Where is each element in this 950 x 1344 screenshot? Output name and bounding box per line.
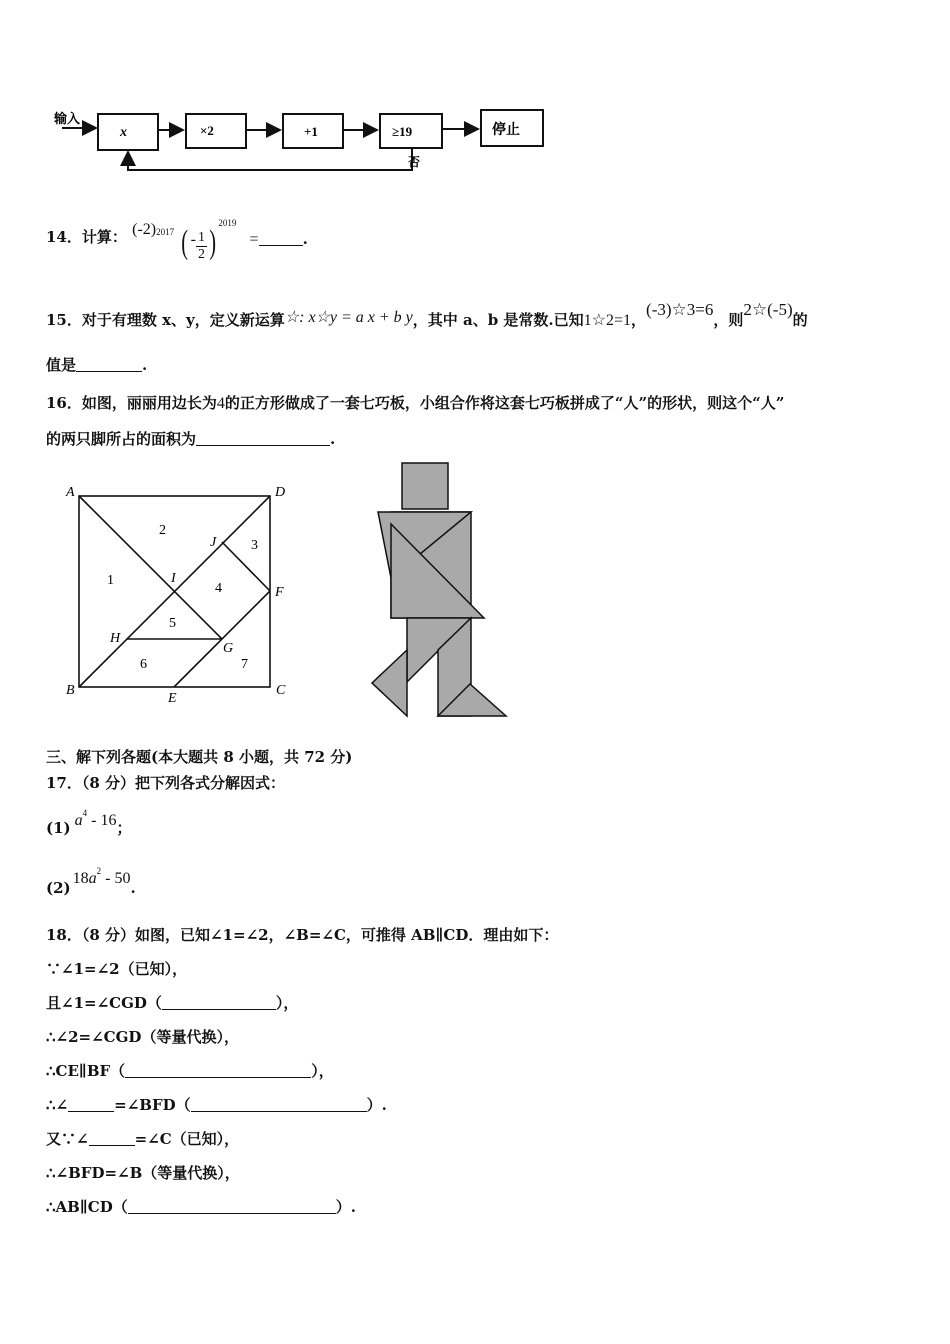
q18-line8	[46, 1196, 356, 1217]
piece-3: 3	[251, 538, 258, 553]
q15-tail: 的	[792, 311, 808, 329]
q18-line7: ∴∠BFD=∠B（等量代换），	[46, 1164, 240, 1182]
q16-end: .	[330, 430, 336, 448]
flow-box-times2-label: ×2	[200, 123, 214, 138]
q16-answer-blank[interactable]	[196, 431, 330, 446]
label-E: E	[168, 691, 177, 706]
q18-l4b: ），	[311, 1062, 334, 1080]
q15-line2: 值是	[46, 356, 77, 374]
q18-l5c: ）.	[366, 1096, 387, 1114]
q14-left-paren: (	[181, 224, 189, 261]
q15-comma: ，	[631, 311, 647, 329]
label-D: D	[275, 485, 286, 500]
flow-box-x	[98, 114, 158, 150]
q16-side: 4	[216, 395, 225, 412]
flow-box-plus1-label: +1	[304, 124, 318, 139]
q14-base: (-2)	[132, 221, 157, 238]
q18-line2	[46, 992, 298, 1013]
piece-5: 5	[169, 616, 176, 631]
question-15-line1	[46, 300, 808, 330]
flow-box-x-label: x	[120, 125, 127, 140]
q18-l5a: ∴∠	[46, 1096, 69, 1114]
q18-l8b: ）.	[335, 1198, 356, 1216]
q15-cond1: 1☆2=1	[583, 312, 632, 329]
q14-fraction: $\frac{1}{2}$	[197, 230, 205, 262]
label-I: I	[171, 571, 176, 586]
q14-answer-blank[interactable]	[259, 231, 303, 246]
q18-blank-4[interactable]	[191, 1097, 367, 1112]
label-F: F	[275, 585, 284, 600]
q17-p2-base: a	[88, 870, 97, 887]
q18-line6	[46, 1128, 239, 1149]
label-B: B	[66, 683, 75, 698]
q18-blank-2[interactable]	[125, 1063, 311, 1078]
q18-line1: ∵∠1=∠2（已知），	[46, 960, 188, 978]
q14-exp2: 2019	[218, 218, 237, 228]
piece-2: 2	[159, 523, 166, 538]
q15-cond2: (-3)☆3=6	[646, 300, 714, 319]
q15-cond3: 2☆(-5)	[743, 300, 793, 319]
q18-blank-3[interactable]	[68, 1097, 114, 1112]
flow-box-ge19-label: ≥19	[392, 124, 413, 139]
q14-right-paren: )	[209, 224, 217, 261]
q18-l4a: ∴CE∥BF（	[46, 1062, 126, 1080]
q18-l5b: =∠BFD（	[114, 1096, 191, 1114]
q17-p1-end: ；	[116, 819, 132, 837]
piece-4: 4	[215, 581, 222, 596]
piece-7: 7	[241, 657, 248, 672]
q17-p2-end: .	[130, 879, 136, 897]
question-17-part1	[46, 808, 131, 838]
q17-p1-rest: - 16	[87, 812, 117, 829]
tangram-person-figure	[366, 458, 516, 722]
q14-neg: -	[190, 231, 196, 248]
flow-no-label: 否	[408, 155, 421, 169]
q14-exp1: 2017	[156, 227, 175, 237]
q15-then: ，则	[713, 311, 744, 329]
piece-1: 1	[107, 573, 114, 588]
q17-p1-exp: 4	[82, 808, 88, 818]
q18-line3: ∴∠2=∠CGD（等量代换），	[46, 1028, 239, 1046]
q18-line5	[46, 1094, 387, 1115]
q18-l6a: 又∵∠	[46, 1130, 89, 1148]
q15-definition: ☆: x☆y = a x + b y	[284, 309, 413, 326]
q18-blank-1[interactable]	[162, 995, 276, 1010]
q17-p2-coef: 18	[72, 870, 89, 887]
question-14	[46, 218, 308, 263]
q17-p2-label: (2)	[46, 879, 71, 897]
q18-l6b: =∠C（已知），	[134, 1130, 240, 1148]
label-G: G	[223, 641, 234, 656]
q18-line4	[46, 1060, 334, 1081]
q15-end: .	[142, 356, 148, 374]
person-head	[402, 463, 448, 509]
section-3-title: 三、解下列各题(本大题共 8 小题，共 72 分)	[46, 748, 353, 766]
flow-input-label: 输入	[54, 111, 81, 126]
person-foot-left	[372, 650, 407, 716]
label-C: C	[276, 683, 286, 698]
q15-middle: ，其中 a、b 是常数.已知	[412, 311, 584, 329]
q18-l2b: ），	[275, 994, 299, 1012]
q17-p2-rest: - 50	[101, 870, 131, 887]
q17-p1-base: a	[74, 812, 83, 829]
label-H: H	[110, 631, 121, 646]
q16-line1b: 的正方形做成了一套七巧板，小组合作将这套七巧板拼成了“人”的形状，则这个“人”	[224, 394, 785, 412]
question-15-line2	[46, 354, 147, 375]
q18-blank-5[interactable]	[89, 1131, 135, 1146]
flow-box-stop-label: 停止	[492, 123, 520, 138]
q17-p2-exp: 2	[96, 866, 102, 876]
tangram-square-figure	[58, 478, 298, 710]
question-17-part2	[46, 866, 136, 897]
q18-l8a: ∴AB∥CD（	[46, 1198, 128, 1216]
q14-number: 14．计算：	[46, 228, 127, 246]
q15-answer-blank[interactable]	[76, 357, 142, 372]
question-18-title: 18．（8 分）如图，已知∠1=∠2，∠B=∠C，可推得 AB∥CD．理由如下：	[46, 926, 559, 944]
flow-box-times2	[186, 114, 246, 148]
question-16-line2	[46, 428, 335, 449]
flowchart-diagram	[40, 96, 570, 186]
q15-prefix: 15．对于有理数 x、y，定义新运算	[46, 311, 285, 329]
q16-line1a: 16．如图，丽丽用边长为	[46, 394, 217, 412]
label-A: A	[66, 485, 75, 500]
q14-equals: =	[249, 231, 259, 248]
question-17-title: 17．（8 分）把下列各式分解因式：	[46, 774, 286, 792]
q18-l2a: 且∠1=∠CGD（	[46, 994, 162, 1012]
q17-p1-label: (1)	[46, 819, 71, 837]
q16-line2: 的两只脚所占的面积为	[46, 430, 197, 448]
label-J: J	[210, 535, 217, 550]
question-16-line1	[46, 392, 784, 413]
q14-end: .	[302, 230, 308, 248]
q18-blank-6[interactable]	[128, 1199, 336, 1214]
piece-6: 6	[140, 657, 147, 672]
